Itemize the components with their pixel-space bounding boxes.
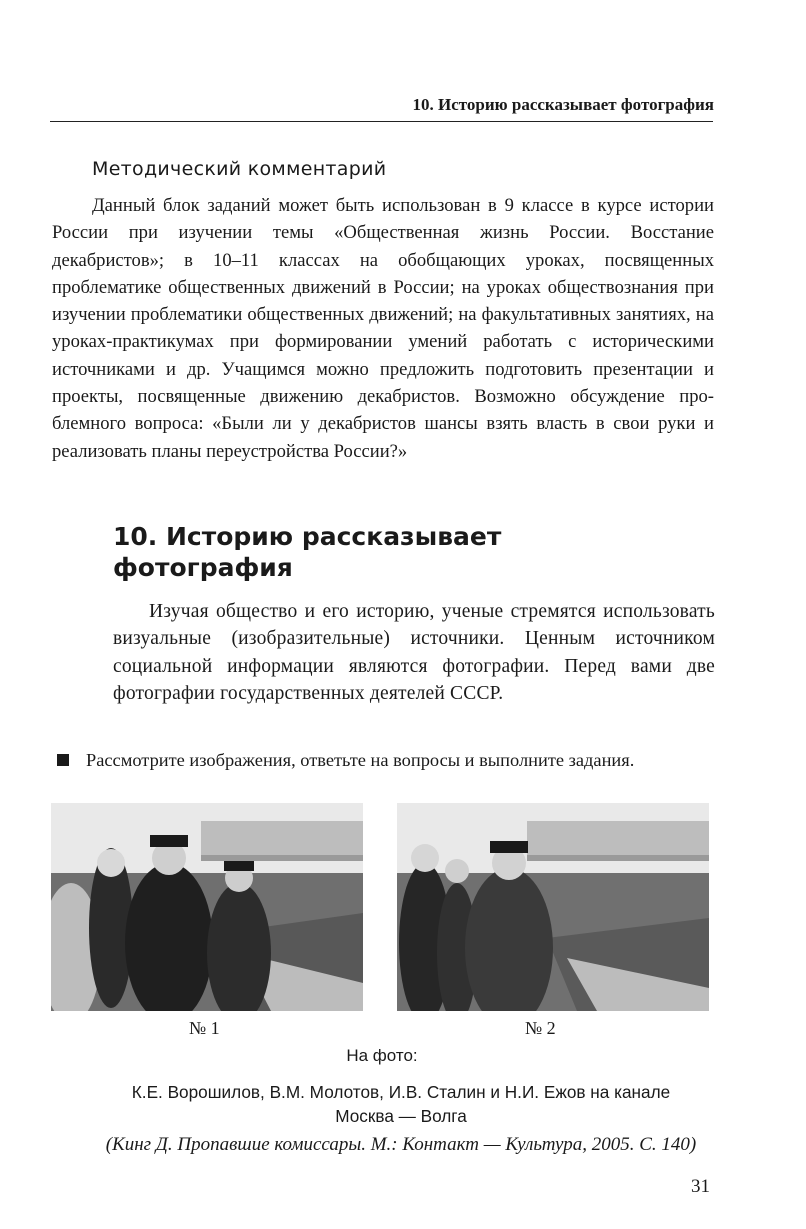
page-number: 31 [691, 1176, 710, 1197]
section-title-line-1: 10. Историю рассказывает [113, 522, 502, 551]
photo-2-caption: № 2 [525, 1018, 556, 1038]
photo-1-image [51, 803, 363, 1011]
section-title [113, 521, 633, 583]
header-rule [50, 121, 713, 122]
photo-1 [51, 803, 363, 1011]
running-head: 10. Историю рассказывает фотография [412, 95, 714, 114]
comment-body: Данный блок заданий может быть использован в 9 классе в курсе истории России при изучении темы «Общественная жизнь России. Восстание декабристов»; в 10–11 классах на обобщающих уроках, посвященных проблематике общественных движений в России; на уроках обществознания при изучении проблематики общественных движений; на факультативных занятиях, на уроках-практикумах при формировании умений работать с историческими источниками и др. Учащимся можно предложить подготовить презентации и проекты, посвященные движению декабристов. Возможно обсуждение проблемного вопроса: «Были ли у декабристов шансы взять власть в свои руки и реализовать планы переустройства России?» [52, 195, 714, 462]
persons-caption [52, 1080, 750, 1128]
photo-2-image [397, 803, 709, 1011]
photo-2 [397, 803, 709, 1011]
photo-1-caption: № 1 [189, 1018, 220, 1038]
task-instruction: Рассмотрите изображения, ответьте на вопросы и выполните задания. [86, 750, 635, 770]
section-intro: Изучая общество и его историю, ученые стремятся использовать визуальные (изобразительные) источники. Ценным источником социальной информации являются фотографии. Перед вами две фотографии государственных деятелей СССР. [113, 601, 715, 704]
section-title-line-2: фотография [113, 553, 293, 582]
persons-line-2: Москва — Волга [335, 1106, 467, 1126]
persons-line-1: К.Е. Ворошилов, В.М. Молотов, И.В. Сталин и Н.И. Ежов на канале [131, 1082, 671, 1102]
bullet-square-icon [57, 754, 69, 766]
comment-title: Методический комментарий [92, 158, 387, 180]
source-citation: (Кинг Д. Пропавшие комиссары. М.: Контакт — Культура, 2005. С. 140) [105, 1134, 697, 1155]
on-photo-label: На фото: [346, 1046, 418, 1065]
